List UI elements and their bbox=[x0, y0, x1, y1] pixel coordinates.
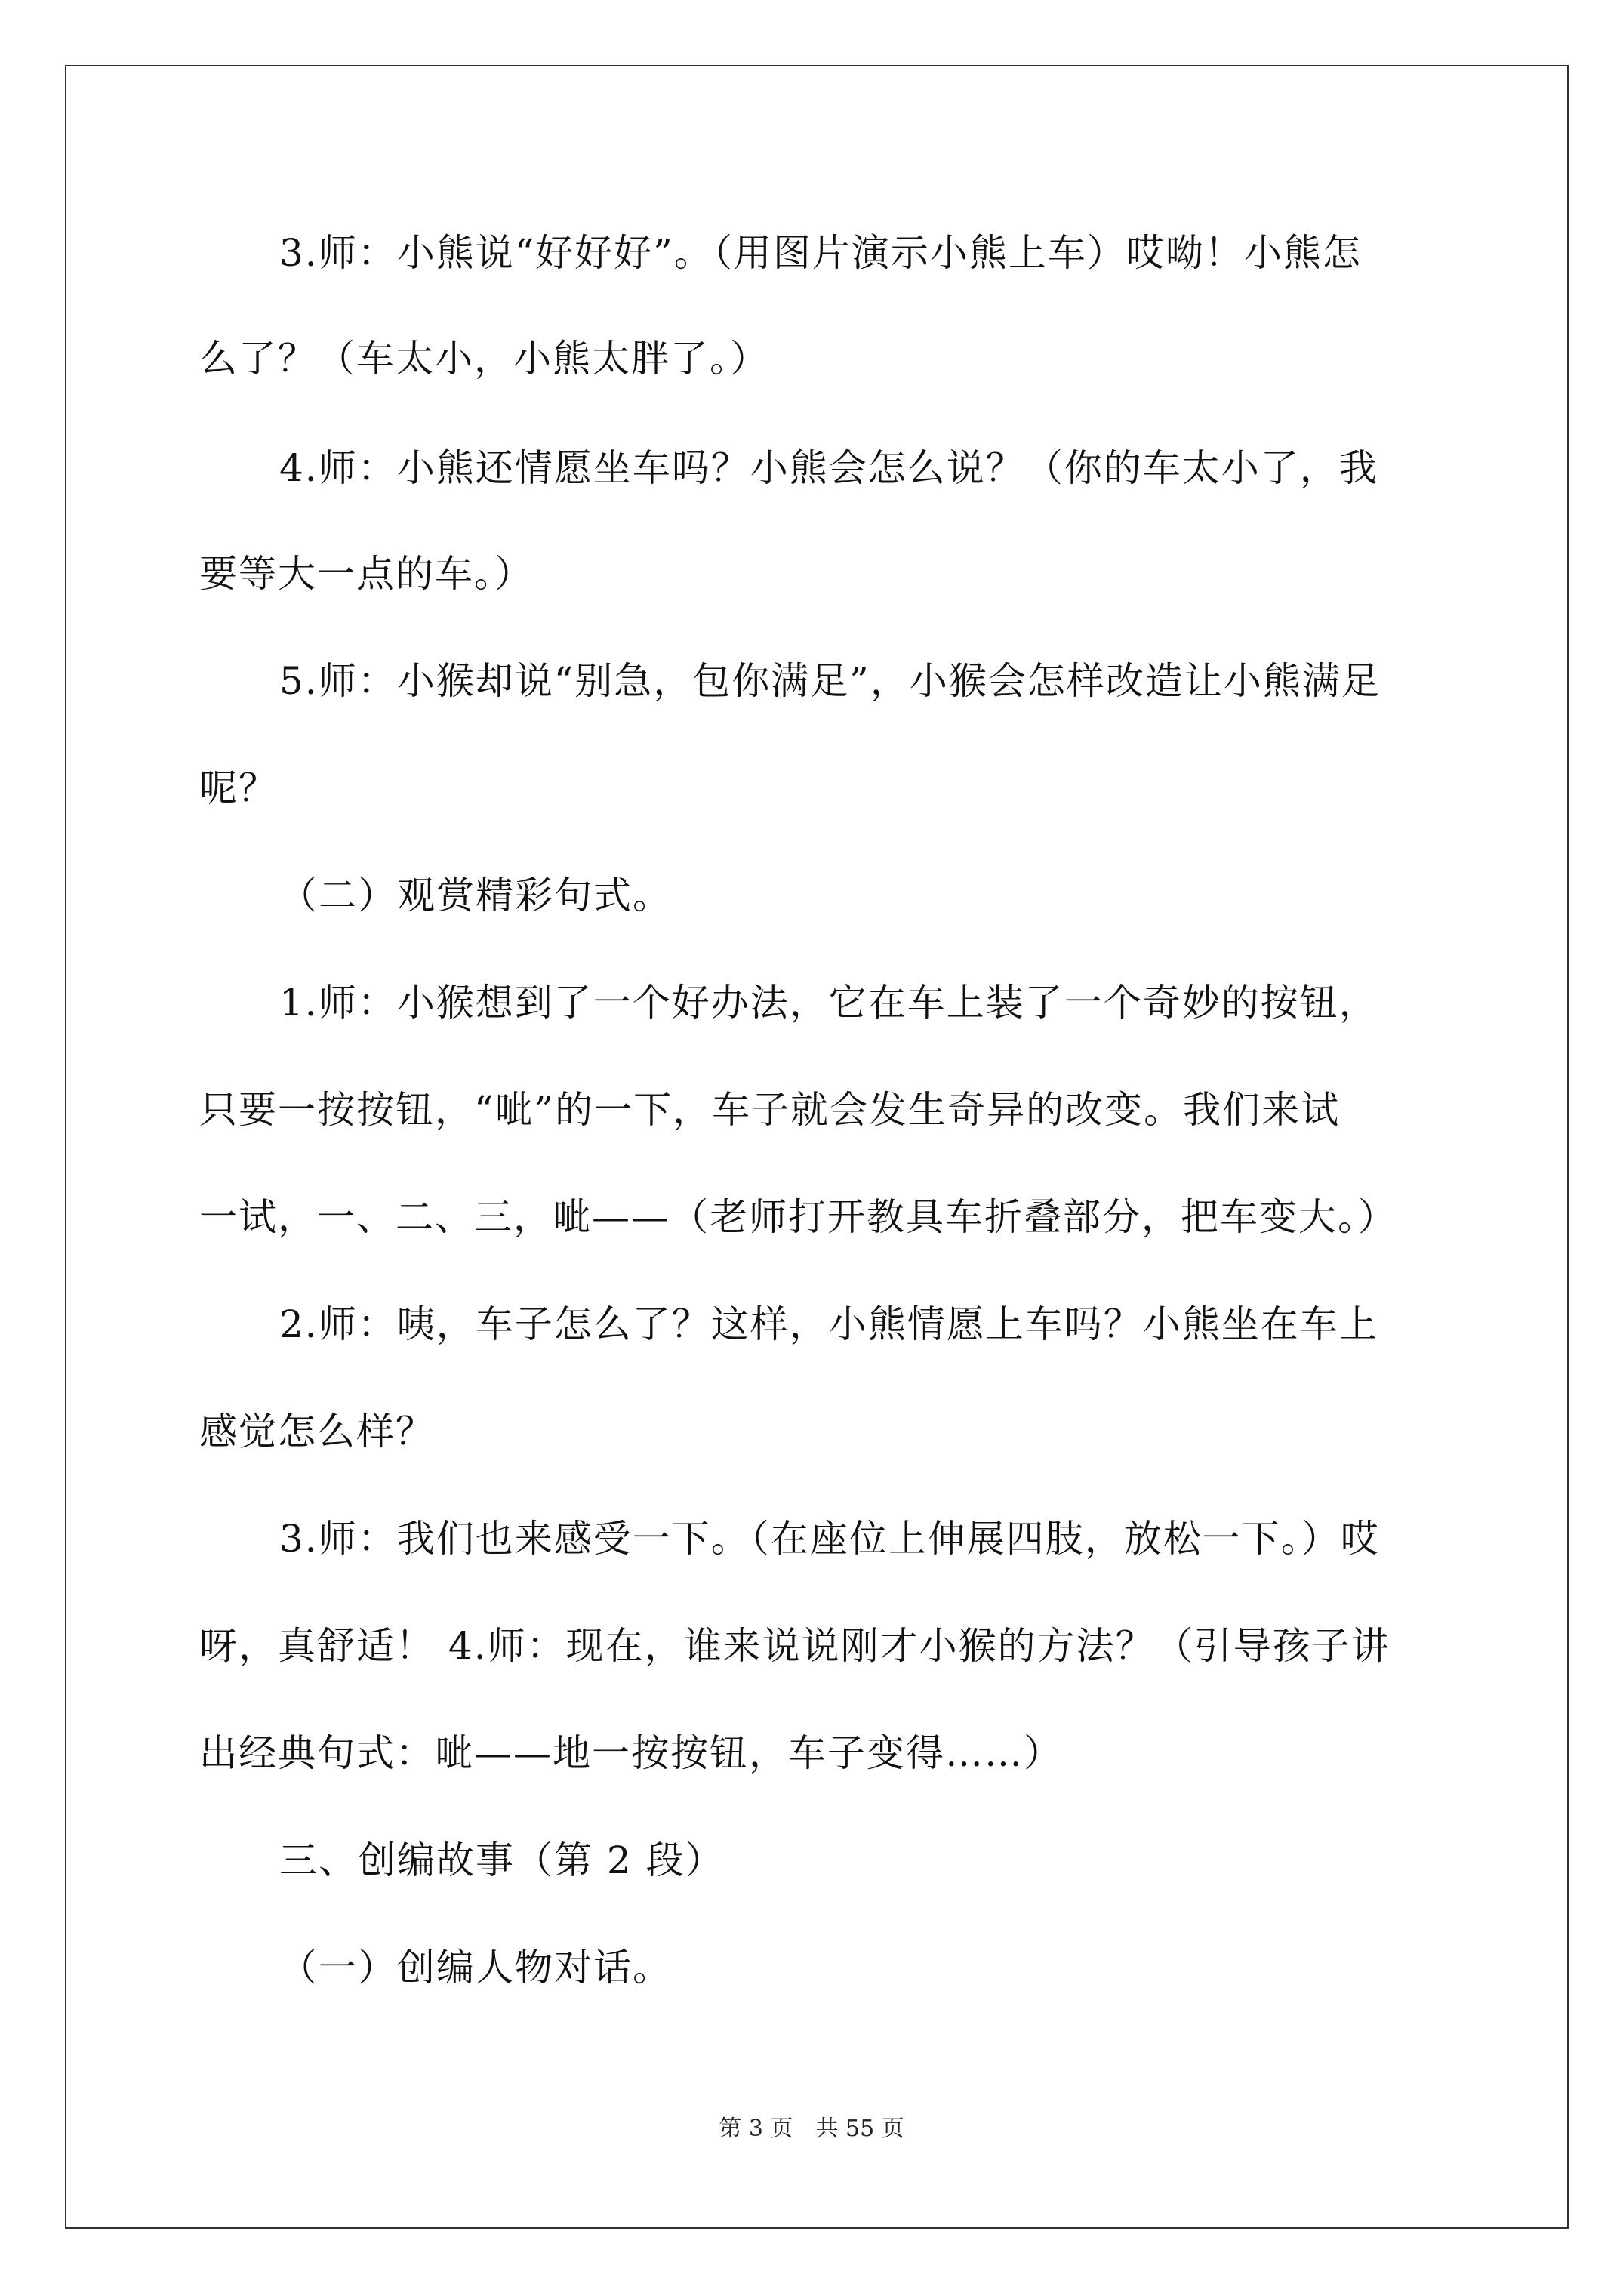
text-line: 4.师：小熊还情愿坐车吗？小熊会怎么说？（你的车太小了，我 bbox=[279, 446, 1378, 490]
page-border bbox=[65, 65, 1569, 2229]
text-line: 呢？ bbox=[199, 766, 278, 810]
section-heading: 三、创编故事（第 2 段） bbox=[279, 1838, 725, 1882]
text-line: 1.师：小猴想到了一个好办法，它在车上装了一个奇妙的按钮， bbox=[279, 981, 1378, 1025]
section-heading: （一）创编人物对话。 bbox=[279, 1946, 672, 1989]
text-line: 呀，真舒适！ 4.师：现在，谁来说说刚才小猴的方法？（引导孩子讲 bbox=[199, 1624, 1390, 1668]
text-line: 2.师：咦，车子怎么了？这样，小熊情愿上车吗？小熊坐在车上 bbox=[279, 1302, 1378, 1346]
text-line: 么了？（车太小，小熊太胖了。） bbox=[199, 337, 769, 381]
text-line: 出经典句式：呲——地一按按钮，车子变得……） bbox=[199, 1731, 1063, 1775]
text-line: 5.师：小猴却说“别急，包你满足”，小猴会怎样改造让小熊满足 bbox=[279, 659, 1381, 703]
text-line: 3.师：我们也来感受一下。（在座位上伸展四肢，放松一下。）哎 bbox=[279, 1517, 1380, 1561]
text-line: 只要一按按钮，“呲”的一下，车子就会发生奇异的改变。我们来试 bbox=[199, 1088, 1341, 1132]
text-line: 3.师：小熊说“好好好”。（用图片演示小熊上车）哎呦！小熊怎 bbox=[279, 231, 1362, 275]
section-heading: （二）观赏精彩句式。 bbox=[279, 874, 672, 917]
text-line: 感觉怎么样？ bbox=[199, 1410, 435, 1453]
text-line: 要等大一点的车。） bbox=[199, 552, 534, 596]
page-number: 第 3 页 共 55 页 bbox=[719, 2116, 904, 2142]
text-line: 一试，一、二、三，呲——（老师打开教具车折叠部分，把车变大。） bbox=[199, 1195, 1397, 1239]
